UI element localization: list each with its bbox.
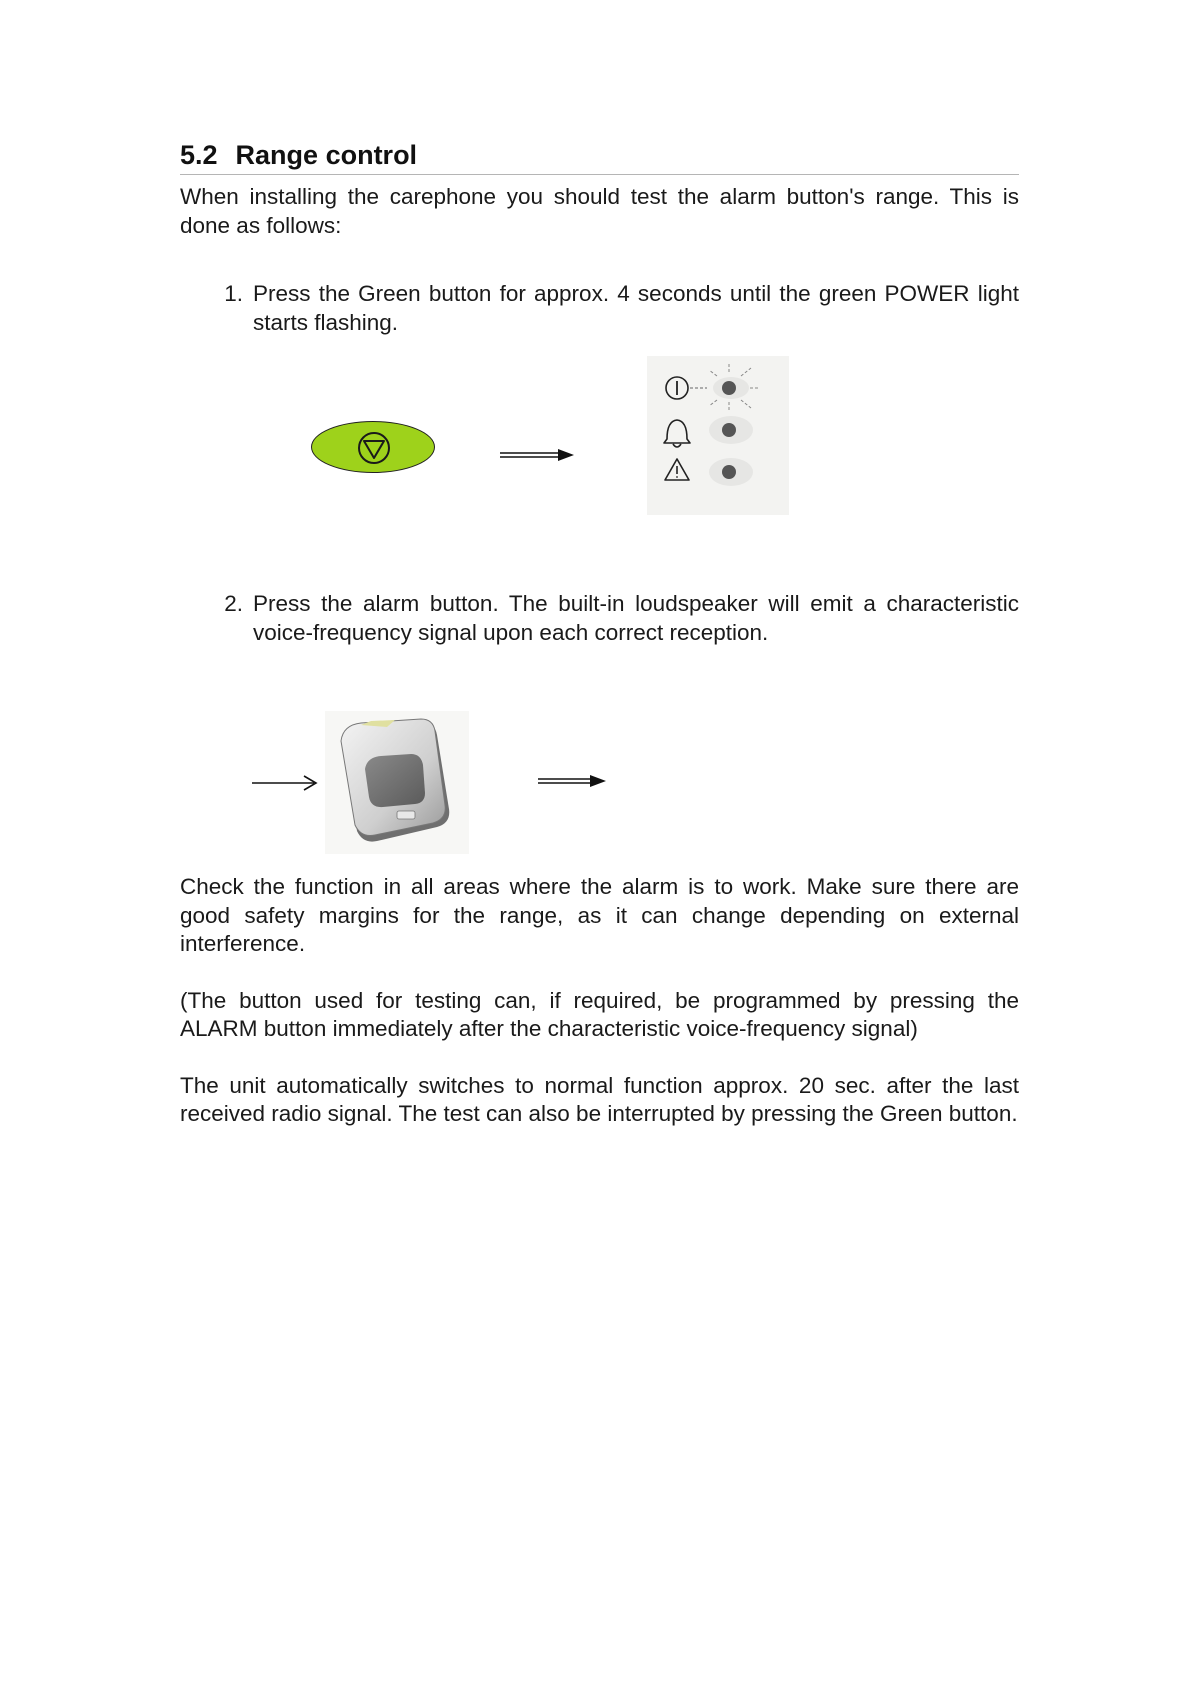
power-led <box>722 381 736 395</box>
warning-icon <box>665 459 689 480</box>
step-2 <box>180 590 1019 647</box>
section-title: Range control <box>235 140 418 170</box>
arrow-right-icon <box>500 448 575 462</box>
intro-paragraph: When installing the carephone you should test the alarm button's range. This is done as follows: <box>180 184 1019 238</box>
document-page <box>180 140 1019 1129</box>
arrow-right-icon <box>252 775 318 791</box>
function-check-paragraph: Check the function in all areas where the alarm is to work. Make sure there are good safety margins for the range, as it can change depending on external interference. <box>180 874 1019 956</box>
bell-icon <box>664 420 690 447</box>
led-panel-graphic <box>647 356 789 515</box>
fault-led <box>722 465 736 479</box>
step-number: 1. <box>224 281 243 306</box>
alarm-led <box>722 423 736 437</box>
programming-note-paragraph: (The button used for testing can, if required, be programmed by pressing the ALARM button immediately after the characteristic voice-frequency signal) <box>180 987 1019 1041</box>
step-text: Press the alarm button. The built-in loudspeaker will emit a characteristic voice-frequency signal upon each correct reception. <box>253 591 1019 645</box>
stop-triangle-icon <box>357 431 391 465</box>
power-icon <box>666 377 688 399</box>
step-number: 2. <box>224 591 243 616</box>
led-panel-illustration <box>647 356 789 515</box>
auto-switch-paragraph: The unit automatically switches to normal function approx. 20 sec. after the last received radio signal. The test can also be interrupted by pressing the Green button. <box>180 1072 1019 1126</box>
section-heading <box>180 140 1019 175</box>
step-1 <box>180 280 1019 337</box>
arrow-right-icon <box>538 774 608 788</box>
step-text: Press the Green button for approx. 4 seconds until the green POWER light starts flashing. <box>253 281 1019 335</box>
section-number: 5.2 <box>180 140 218 170</box>
alarm-pendant-illustration <box>325 711 469 854</box>
green-button-illustration <box>311 421 435 473</box>
alarm-pendant-graphic <box>325 711 469 854</box>
